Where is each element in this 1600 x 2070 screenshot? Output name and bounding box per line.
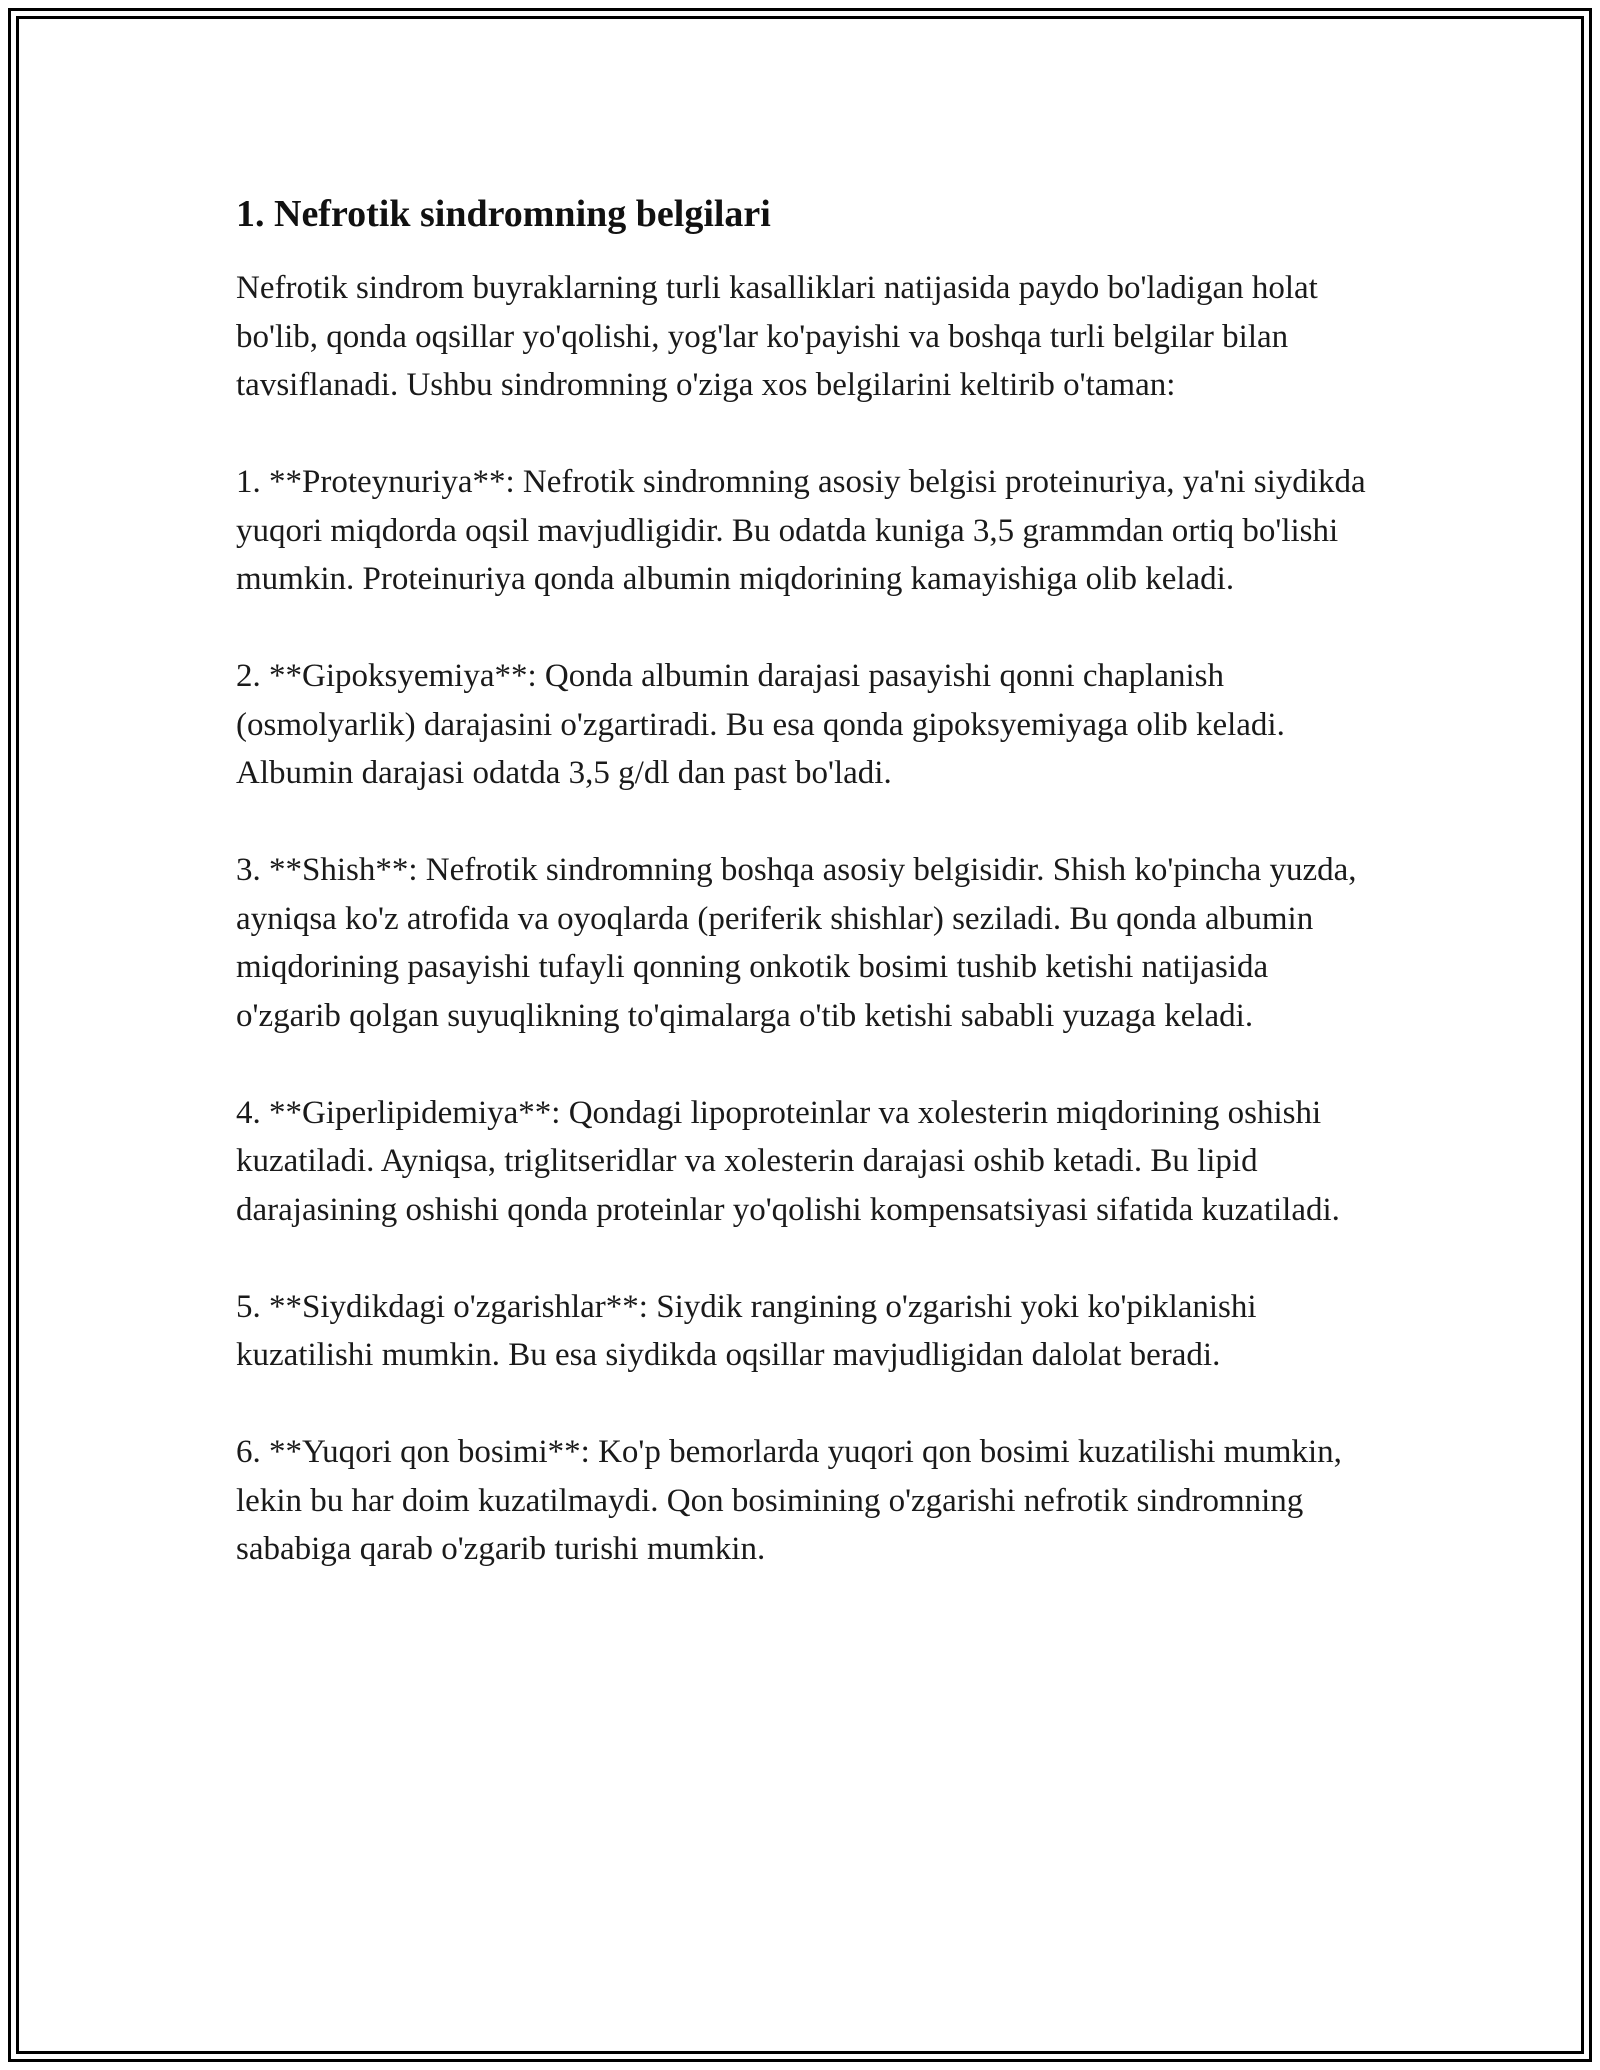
paragraph-spacer bbox=[236, 1040, 1366, 1089]
list-item-hypoxemia: 2. **Gipoksyemiya**: Qonda albumin darajasi pasayishi qonni chaplanish (osmolyarlik) darajasini o'zgartiradi. Bu esa qonda gipoksyemiyaga olib keladi. Albumin darajasi odatda 3,5 g/dl dan past bo'ladi. bbox=[236, 658, 1285, 791]
paragraph-spacer bbox=[236, 798, 1366, 847]
intro-paragraph: Nefrotik sindrom buyraklarning turli kasalliklari natijasida paydo bo'ladigan holat bo'lib, qonda oqsillar yo'qolishi, yog'lar ko'payishi va boshqa turli belgilar bilan tavsiflanadi. Ushbu sindromning o'ziga xos belgilarini keltirib o'taman: bbox=[236, 270, 1318, 403]
list-item-edema: 3. **Shish**: Nefrotik sindromning boshqa asosiy belgisidir. Shish ko'pincha yuzda, ayniqsa ko'z atrofida va oyoqlarda (periferik shishlar) seziladi. Bu qonda albumin miqdorining pasayishi tufayli qonning onkotik bosimi tushib ketishi natijasida o'zgarib qolgan suyuqlikning to'qimalarga o'tib ketishi sababli yuzaga keladi. bbox=[236, 852, 1357, 1034]
paragraph-spacer bbox=[236, 1234, 1366, 1283]
paragraph-spacer bbox=[236, 604, 1366, 653]
list-item-hyperlipidemia: 4. **Giperlipidemiya**: Qondagi lipoproteinlar va xolesterin miqdorining oshishi kuzatiladi. Ayniqsa, triglitseridlar va xolesterin darajasi oshib ketadi. Bu lipid darajasining oshishi qonda proteinlar yo'qolishi kompensatsiyasi sifatida kuzatiladi. bbox=[236, 1094, 1340, 1228]
list-item-proteinuria: 1. **Proteynuriya**: Nefrotik sindromning asosiy belgisi proteinuriya, ya'ni siydikda yuqori miqdorda oqsil mavjudligidir. Bu odatda kuniga 3,5 grammdan ortiq bo'lishi mumkin. Proteinuriya qonda albumin miqdorining kamayishiga olib keladi. bbox=[236, 464, 1366, 597]
list-item-urine-changes: 5. **Siydikdagi o'zgarishlar**: Siydik rangining o'zgarishi yoki ko'piklanishi kuzatilishi mumkin. Bu esa siydikda oqsillar mavjudligidan dalolat beradi. bbox=[236, 1288, 1257, 1373]
document-body bbox=[236, 186, 1366, 1574]
paragraph-spacer bbox=[236, 1380, 1366, 1429]
document-title: 1. Nefrotik sindromning belgilari bbox=[236, 193, 771, 235]
list-item-high-blood-pressure: 6. **Yuqori qon bosimi**: Ko'p bemorlarda yuqori qon bosimi kuzatilishi mumkin, lekin bu har doim kuzatilmaydi. Qon bosimining o'zgarishi nefrotik sindromning sababiga qarab o'zgarib turishi mumkin. bbox=[236, 1434, 1342, 1567]
paragraph-spacer bbox=[236, 410, 1366, 459]
